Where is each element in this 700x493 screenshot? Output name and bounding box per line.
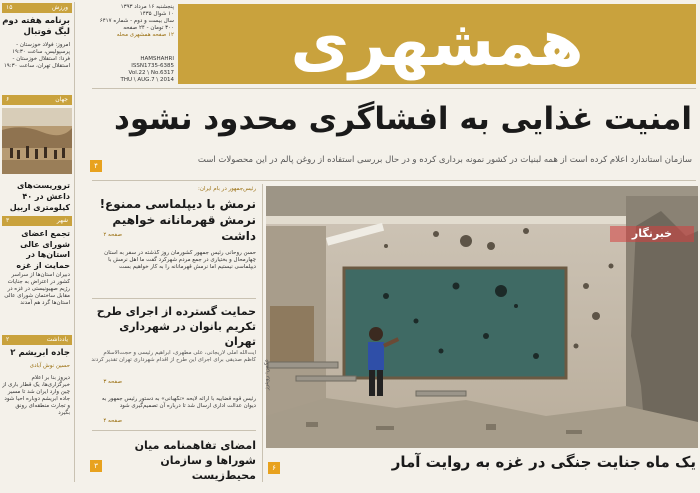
story2-page: صفحه ۳ bbox=[103, 379, 122, 385]
story1-page: صفحه ۲ bbox=[103, 232, 122, 238]
note-title: جاده ابریشم ۲ bbox=[10, 348, 70, 358]
world-tag-page: ۶ bbox=[6, 96, 10, 103]
date-english: THU \ AUG.7 \ 2014 bbox=[120, 77, 174, 83]
world-title: تروریست‌های داعش در ۴۰ کیلومتری اربیل bbox=[9, 181, 70, 212]
story2-body: آیت‌الله آملی لاریجانی، علی مطهری، ابراهیم رئیسی و حجت‌الاسلام کاظم صدیقی برای اجرای این طرح از اقدام شهرداری تهران تقدیر کردند bbox=[91, 350, 256, 363]
main-subheadline: سازمان استاندارد اعلام کرده است از همه لبنیات در کشور نمونه برداری کرده و در حال بررسی استفاده از روغن پالم در این محصولات است bbox=[197, 155, 692, 165]
center-column-divider bbox=[262, 184, 263, 482]
section-tag-world bbox=[2, 95, 72, 105]
world-photo bbox=[2, 108, 72, 174]
masthead-latin-info bbox=[92, 56, 174, 84]
story1-title: نرمش با دیپلماسی ممنوع! نرمش قهرمانانه خواهیم داشت bbox=[99, 197, 256, 243]
volume-number: Vol.22 \ No.6317 bbox=[128, 70, 174, 76]
masthead-divider bbox=[92, 88, 696, 89]
caption-page-number: ۶ bbox=[268, 462, 280, 474]
story3-page: صفحه ۴ bbox=[103, 418, 122, 424]
watermark-text: خبرنگار bbox=[631, 227, 673, 240]
story3-body: رئیس قوه قضاییه با ارائه لایحه «نگهبانی» به دستور رئیس جمهور به دیوان عدالت اداری ارسال شد تا درباره آن تصمیم‌گیری شود bbox=[101, 396, 256, 409]
latin-name: HAMSHAHRI bbox=[140, 56, 174, 62]
issn: ISSN1735-6385 bbox=[131, 63, 174, 69]
issue-hijri-date: ۱۰ شوال ۱۴۳۵ bbox=[139, 11, 174, 17]
story4-title: امضای تفاهمنامه میان شوراها و سازمان محیط‌زیست bbox=[134, 439, 256, 482]
masthead-title: همشهری bbox=[290, 7, 584, 81]
city-title: تجمع اعضای شورای عالی استان‌ها در حمایت از غزه bbox=[16, 229, 70, 270]
issue-supplement: ۱۲ صفحه همشهری محله bbox=[116, 32, 174, 38]
headline-page-number: ۴ bbox=[90, 160, 102, 172]
photo-watermark bbox=[610, 226, 694, 242]
photo-credit: عکس: رویترز bbox=[264, 358, 270, 390]
world-tag-label: جهان bbox=[55, 96, 68, 103]
note-tag-label: یادداشت bbox=[46, 336, 68, 343]
city-body: دبیران استان‌ها از سراسر کشور در اعتراض به جنایات رژیم صهیونیستی در غزه در مقابل ساختمان شورای عالی استان‌ها گرد هم آمدند bbox=[4, 272, 70, 306]
city-tag-label: شهر bbox=[56, 217, 68, 224]
issue-date: پنجشنبه ۱۶ مرداد ۱۳۹۳ bbox=[120, 4, 174, 10]
masthead-logo bbox=[178, 4, 696, 84]
sport-tag-page: ۱۵ bbox=[6, 4, 13, 11]
story4-page-number: ۳ bbox=[90, 460, 102, 472]
section-tag-city bbox=[2, 216, 72, 226]
issue-number: سال بیست و دوم - شماره ۶۴۱۷ bbox=[99, 18, 174, 24]
sport-title: برنامه هفته دوم لیگ فوتبال bbox=[2, 16, 70, 37]
issue-price: ۳۰۰ تومان - ۲۴ صفحه bbox=[123, 25, 174, 31]
story1-kicker: رئیس‌جمهور در بام ایران: bbox=[198, 186, 256, 192]
masthead-info bbox=[92, 4, 174, 39]
headline-divider bbox=[92, 180, 696, 181]
note-author: حسین نوش آبادی bbox=[29, 363, 70, 369]
section-tag-note bbox=[2, 335, 72, 345]
note-body: دیروز بنا بر اعلام خبرگزاری‌ها، یک قطار باری از چین وارد ایران شد تا مسیر جاده ابریشم دوباره احیا شود و تجارت منطقه‌ای رونق بگیرد bbox=[2, 375, 70, 416]
note-tag-page: ۲ bbox=[6, 336, 10, 343]
story2-title: حمایت گسترده از اجرای طرح تکریم بانوان در شهرداری تهران bbox=[96, 305, 256, 348]
sport-body: امروز: فولاد خوزستان - پرسپولیس، ساعت ۱۹:۳۰ فردا: استقلال خوزستان - استقلال تهران، ساعت ۱۹:۳۰ bbox=[3, 42, 70, 69]
section-tag-sport bbox=[2, 3, 72, 13]
left-column-divider bbox=[74, 2, 75, 482]
main-headline: امنیت غذایی به افشاگری محدود نشود bbox=[113, 101, 692, 137]
sport-tag-label: ورزش bbox=[51, 4, 68, 11]
story1-body: حسن روحانی رئیس جمهور کشورمان روز گذشته در سفر به استان چهارمحال و بختیاری در جمع مردم شهرکرد گفت ما اهل نرمش با دیپلماسی نیستیم اما نرمش قهرمانانه را به کار خواهیم بست bbox=[104, 250, 256, 270]
story3-divider bbox=[92, 430, 256, 431]
story1-divider bbox=[92, 298, 256, 299]
photo-caption: یک ماه جنایت جنگی در غزه به روایت آمار bbox=[391, 453, 696, 471]
city-tag-page: ۳ bbox=[6, 217, 10, 224]
